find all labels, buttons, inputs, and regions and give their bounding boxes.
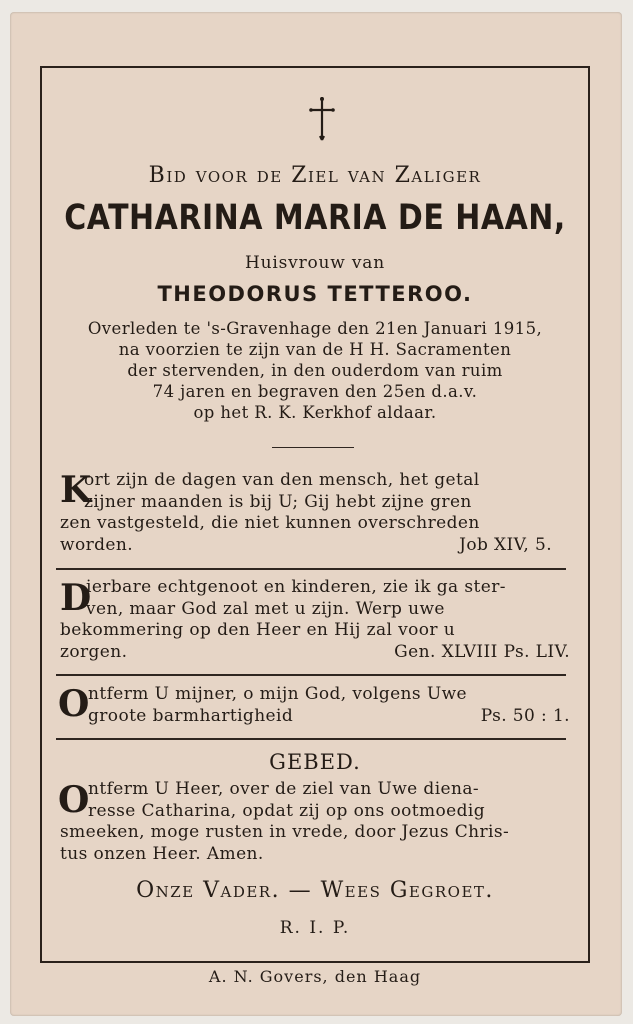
verse-line bbox=[60, 706, 570, 728]
details-line: Overleden te 's-Gravenhage den 21en Januari 1915, bbox=[87, 319, 543, 338]
divider bbox=[56, 568, 566, 570]
bible-reference: Gen. XLVIII Ps. LIV. bbox=[394, 641, 570, 662]
verse-3 bbox=[60, 684, 570, 727]
divider bbox=[56, 674, 566, 676]
details-line: op het R. K. Kerkhof aldaar. bbox=[193, 403, 437, 422]
details-line: der stervenden, in den ouderdom van ruim bbox=[127, 361, 503, 380]
prayer-title: GEBED. bbox=[269, 750, 361, 774]
prayer-line: ntferm U Heer, over de ziel van Uwe diena- bbox=[88, 779, 480, 799]
prayer-line: resse Catharina, opdat zij op ons ootmoedig bbox=[88, 800, 486, 821]
verse-line-end: zorgen. bbox=[60, 641, 128, 662]
drop-cap: O bbox=[58, 779, 90, 821]
verse-line: ort zijn de dagen van den mensch, het getal bbox=[84, 470, 480, 490]
bible-reference: Job XIV, 5. bbox=[459, 534, 552, 555]
cross-icon bbox=[307, 96, 337, 142]
verse-1 bbox=[60, 470, 570, 556]
drop-cap: K bbox=[60, 469, 92, 511]
spouse-name: THEODORUS TETTEROO. bbox=[157, 282, 473, 306]
verse-line: ntferm U mijner, o mijn God, volgens Uwe bbox=[88, 684, 467, 704]
verse-line bbox=[60, 535, 570, 557]
prayer-line: tus onzen Heer. Amen. bbox=[60, 843, 264, 864]
divider bbox=[56, 738, 566, 740]
verse-line-end: worden. bbox=[60, 534, 134, 555]
bible-reference: Ps. 50 : 1. bbox=[480, 705, 570, 726]
details-line: na voorzien te zijn van de H H. Sacramenten bbox=[118, 340, 512, 359]
intro-text: Bid voor de Ziel van Zaliger bbox=[148, 163, 482, 188]
drop-cap: D bbox=[60, 577, 92, 619]
relation-text: Huisvrouw van bbox=[245, 253, 385, 273]
verse-line bbox=[60, 642, 570, 664]
verse-line: zijner maanden is bij U; Gij hebt zijne gren bbox=[84, 491, 472, 512]
printer-credit: A. N. Govers, den Haag bbox=[208, 967, 422, 986]
prayer-line: smeeken, moge rusten in vrede, door Jezus Chris- bbox=[60, 822, 510, 842]
prayer-text bbox=[60, 779, 570, 865]
details-line: 74 jaren en begraven den 25en d.a.v. bbox=[152, 382, 478, 401]
rip-text: R. I. P. bbox=[279, 918, 351, 938]
divider-short bbox=[272, 447, 354, 448]
closing-prayers: Onze Vader. — Wees Gegroet. bbox=[136, 878, 494, 903]
verse-line: ven, maar God zal met u zijn. Werp uwe bbox=[86, 598, 445, 619]
verse-2 bbox=[60, 577, 570, 663]
details-block bbox=[50, 318, 580, 423]
drop-cap: O bbox=[58, 683, 90, 725]
deceased-name: CATHARINA MARIA DE HAAN, bbox=[64, 198, 566, 239]
verse-line: zen vastgesteld, die niet kunnen overschreden bbox=[60, 513, 480, 533]
verse-line: bekommering op den Heer en Hij zal voor u bbox=[60, 620, 456, 640]
verse-line: ierbare echtgenoot en kinderen, zie ik ga ster- bbox=[86, 577, 506, 597]
verse-line-end: groote barmhartigheid bbox=[88, 705, 294, 726]
